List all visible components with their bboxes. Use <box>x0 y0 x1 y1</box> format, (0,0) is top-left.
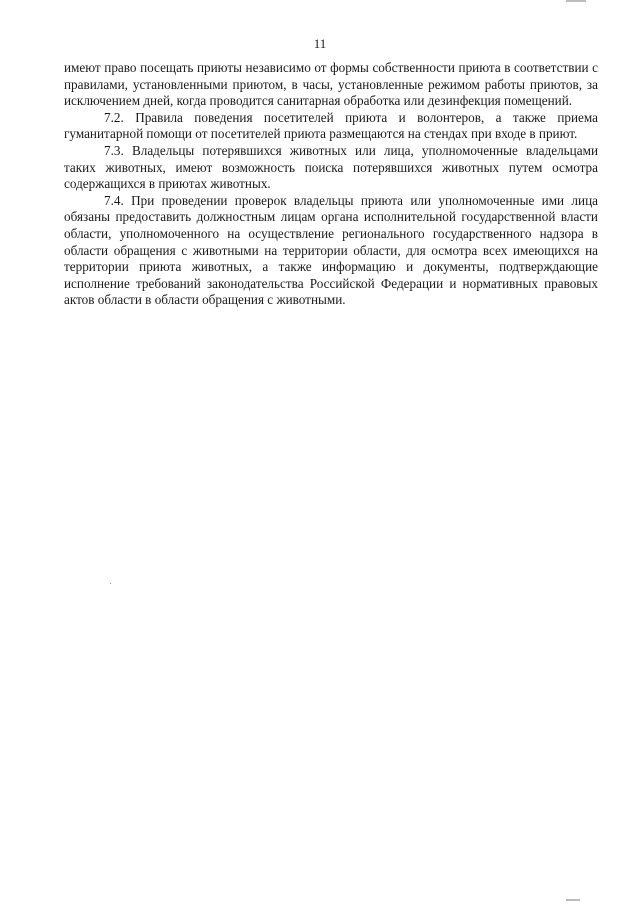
paragraph-7-4: 7.4. При проведении проверок владельцы приюта или уполномоченные ими лица обязаны предоставить должностным лицам органа исполнительной государственной власти области, уполномоченного на осуществление регионального государственного надзора в области обращения с животными на территории области, для осмотра всех имеющихся на территории приюта животных, а также информацию и документы, подтверждающие исполнение требований законодательства Российской Федерации и нормативных правовых актов области в области обращения с животными. <box>64 192 598 308</box>
paragraph-7-3: 7.3. Владельцы потерявшихся животных или лица, уполномоченные владельцами таких животных, имеют возможность поиска потерявшихся животных путем осмотра содержащихся в приютах животных. <box>64 142 598 192</box>
scan-artifact-mark-bottom <box>566 899 580 901</box>
scan-artifact-dot <box>110 583 111 584</box>
paragraph-7-2: 7.2. Правила поведения посетителей приюта и волонтеров, а также приема гуманитарной помощи от посетителей приюта размещаются на стендах при входе в приют. <box>64 109 598 142</box>
scan-artifact-mark <box>566 0 586 2</box>
paragraph-continuation: имеют право посещать приюты независимо от формы собственности приюта в соответствии с правилами, установленными приютом, в часы, установленные режимом работы приютов, за исключением дней, когда проводится санитарная обработка или дезинфекция помещений. <box>64 60 598 109</box>
page-number: 11 <box>313 36 327 51</box>
document-body <box>64 60 598 309</box>
